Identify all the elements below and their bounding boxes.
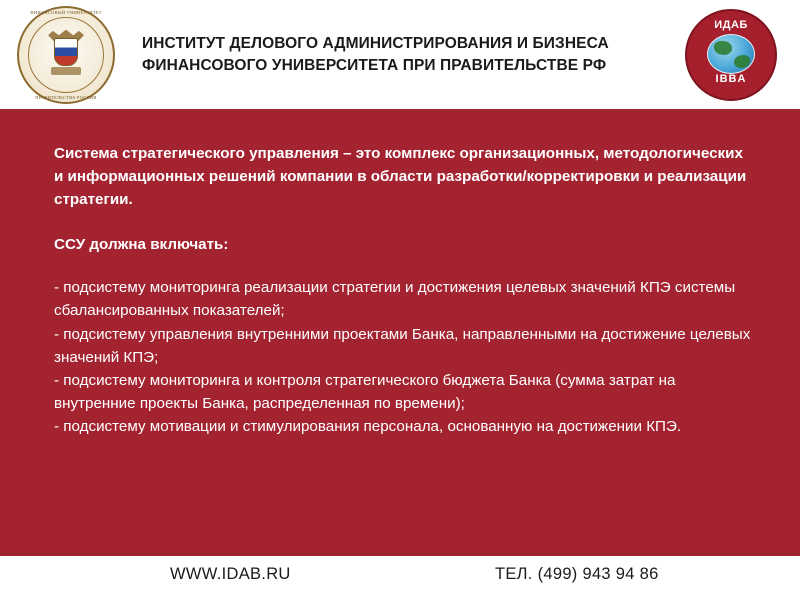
slide-header [0, 0, 800, 112]
spacer [54, 256, 754, 276]
header-title-line-1: ИНСТИТУТ ДЕЛОВОГО АДМИНИСТРИРОВАНИЯ И БИЗНЕСА [142, 34, 609, 52]
slide-footer [0, 553, 800, 600]
footer-phone: ТЕЛ. (499) 943 94 86 [495, 565, 659, 583]
logo-bottom-label: IBBA [715, 72, 747, 85]
university-seal-icon [14, 3, 118, 107]
bullet-list [54, 276, 754, 438]
slide-content [54, 142, 754, 438]
seal-top-text: ФИНАНСОВЫЙ УНИВЕРСИТЕТ [30, 9, 102, 15]
seal-crest-base [51, 67, 81, 75]
seal-crest-icon [46, 30, 86, 80]
list-item: - подсистему мониторинга реализации стратегии и достижения целевых значений КПЭ системы сбалансированных показателей; [54, 279, 736, 320]
seal-bottom-text: ПРАВИТЕЛЬСТВА РОССИИ [35, 94, 97, 100]
idab-logo-icon [680, 7, 786, 103]
footer-website: WWW.IDAB.RU [170, 565, 291, 583]
header-title [118, 33, 680, 77]
shield-icon [54, 38, 78, 66]
list-item: - подсистему управления внутренними проектами Банка, направленными на достижение целевых значений КПЭ; [54, 325, 751, 366]
list-item: - подсистему мониторинга и контроля стратегического бюджета Банка (сумма затрат на внутренние проекты Банка, распределенная по времени); [54, 371, 676, 412]
list-item: - подсистему мотивации и стимулирования персонала, основанную на достижении КПЭ. [54, 417, 682, 435]
globe-icon [707, 34, 755, 74]
slide-body [0, 112, 800, 553]
subheading: ССУ должна включать: [54, 236, 229, 254]
spacer [54, 211, 754, 233]
intro-paragraph: Система стратегического управления – это комплекс организационных, методологических и информационных решений компании в области разработки/корректировки и реализации стратегии. [54, 145, 747, 209]
logo-top-label: ИДАБ [714, 18, 748, 31]
header-title-line-2: ФИНАНСОВОГО УНИВЕРСИТЕТА ПРИ ПРАВИТЕЛЬСТВЕ РФ [142, 56, 607, 74]
